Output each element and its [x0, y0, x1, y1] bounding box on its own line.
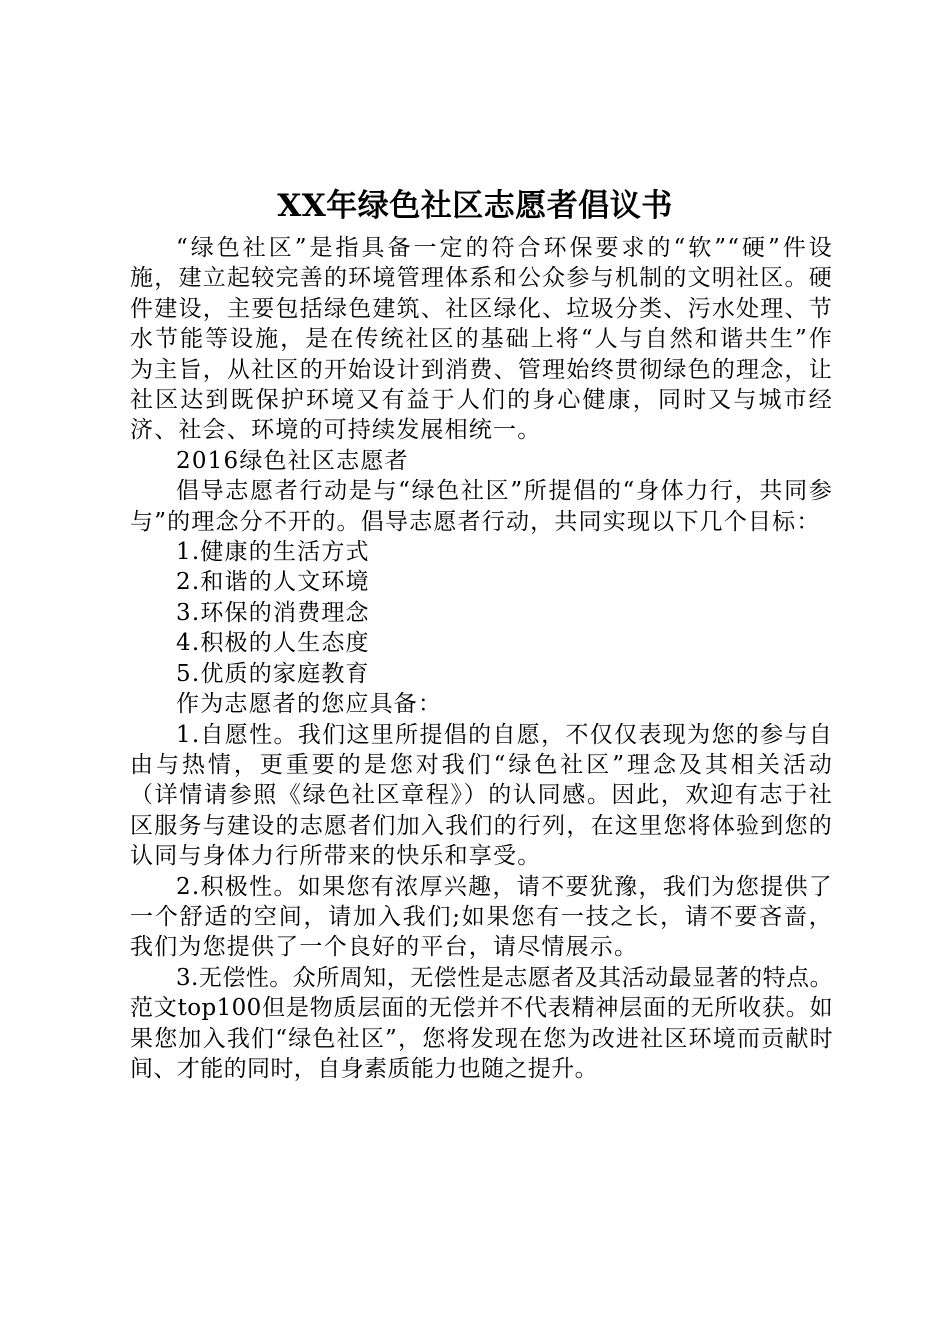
paragraph-requirements-intro: 作为志愿者的您应具备： — [176, 691, 443, 718]
document-title: XX年绿色社区志愿者倡议书 — [277, 188, 673, 224]
paragraph-subheading: 2016绿色社区志愿者 — [176, 447, 409, 474]
paragraph-active: 2.积极性。如果您有浓厚兴趣，请不要犹豫，我们为您提供了一个舒适的空间，请加入我们;如果您有一技之长，请不要吝啬，我们为您提供了一个良好的平台，请尽情展示。 — [130, 873, 833, 961]
goal-item: 3.环保的消费理念 — [176, 599, 370, 626]
paragraph-unpaid: 3.无偿性。众所周知，无偿性是志愿者及其活动最显著的特点。范文top100但是物质层面的无偿并不代表精神层面的无所收获。如果您加入我们“绿色社区”，您将发现在您为改进社区环境而贡献时间、才能的同时，自身素质能力也随之提升。 — [130, 964, 833, 1082]
paragraph-intro: “绿色社区”是指具备一定的符合环保要求的“软”“硬”件设施，建立起较完善的环境管理体系和公众参与机制的文明社区。硬件建设，主要包括绿色建筑、社区绿化、垃圾分类、污水处理、节水节能等设施，是在传统社区的基础上将“人与自然和谐共生”作为主旨，从社区的开始设计到消费、管理始终贯彻绿色的理念，让社区达到既保护环境又有益于人们的身心健康，同时又与城市经济、社会、环境的可持续发展相统一。 — [130, 235, 833, 444]
paragraph-voluntary: 1.自愿性。我们这里所提倡的自愿，不仅仅表现为您的参与自由与热情，更重要的是您对我们“绿色社区”理念及其相关活动（详情请参照《绿色社区章程》）的认同感。因此，欢迎有志于社区服务与建设的志愿者们加入我们的行列，在这里您将体验到您的认同与身体力行所带来的快乐和享受。 — [130, 721, 833, 870]
goal-item: 4.积极的人生态度 — [176, 630, 370, 657]
goal-item: 5.优质的家庭教育 — [176, 660, 370, 687]
goal-item: 2.和谐的人文环境 — [176, 569, 370, 596]
document-body — [130, 233, 833, 1084]
paragraph-goals-intro: 倡导志愿者行动是与“绿色社区”所提倡的“身体力行，共同参与”的理念分不开的。倡导志愿者行动，共同实现以下几个目标： — [130, 478, 833, 535]
goal-item: 1.健康的生活方式 — [176, 539, 370, 566]
